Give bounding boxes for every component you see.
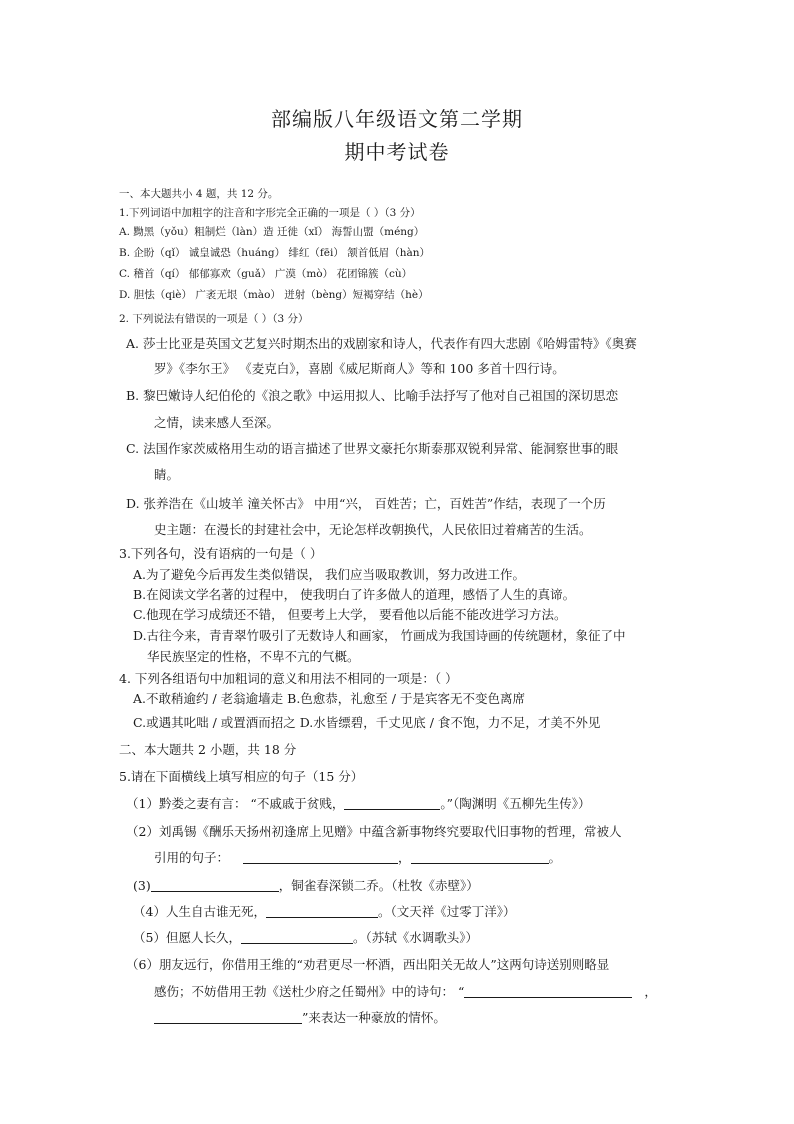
q2-stem: 2. 下列说法有错误的一项是（ ）（3 分） bbox=[119, 313, 309, 325]
q3-option-b: B.在阅读文学名著的过程中， 使我明白了许多做人的道理，感悟了人生的真谛。 bbox=[133, 587, 576, 602]
q2-option-c-line2: 睛。 bbox=[154, 467, 180, 482]
q2-option-a-line2: 罗》《李尔王》 《麦克白》，喜剧《威尼斯商人》等和 100 多首十四行诗。 bbox=[154, 361, 565, 376]
q5-item-4-prompt: （4）人生自古谁无死， bbox=[133, 904, 266, 919]
answer-blank[interactable] bbox=[241, 931, 353, 944]
answer-blank[interactable] bbox=[344, 797, 440, 810]
q5-item-5 bbox=[133, 928, 478, 946]
q5-item-2-end: 。 bbox=[548, 850, 562, 865]
q5-item-1 bbox=[126, 794, 590, 812]
q1-option-d: D. 胆怯（qiè） 广袤无垠（mào） 迸射（bèng）短褐穿结（hè） bbox=[119, 289, 429, 301]
answer-blank[interactable] bbox=[411, 851, 549, 864]
answer-blank[interactable] bbox=[154, 1011, 302, 1024]
q5-item-6-line1: （6）朋友远行，你借用王维的“劝君更尽一杯酒，西出阳关无故人”这两句诗送别则略显 bbox=[126, 957, 610, 972]
q5-item-3-source: ，铜雀春深锁二乔。（杜牧《赤壁》） bbox=[278, 878, 479, 893]
q5-item-6-closing: ”来表达一种豪放的情怀。 bbox=[302, 1010, 446, 1025]
q3-option-c: C.他现在学习成绩还不错， 但要考上大学， 要看他以后能不能改进学习方法。 bbox=[133, 607, 567, 622]
title-line-1: 部编版八年级语文第二学期 bbox=[271, 107, 523, 131]
q1-option-b: B. 企盼（qǐ） 诚皇诚恐（huáng） 绯红（fēi） 颔首低眉（hàn） bbox=[119, 247, 430, 259]
q5-item-1-prompt: （1）黔娄之妻有言： “不戚戚于贫贱， bbox=[126, 796, 345, 811]
q5-item-2-separator: ， bbox=[398, 850, 411, 865]
q5-item-4-source: 。（文天祥《过零丁洋》） bbox=[377, 904, 516, 919]
q5-item-2-line1: （2）刘禹锡《酬乐天扬州初逢席上见赠》中蕴含新事物终究要取代旧事物的哲理，常被人 bbox=[126, 824, 622, 839]
q5-item-6-line2 bbox=[154, 982, 657, 1000]
q4-stem: 4. 下列各组语句中加粗词的意义和用法不相同的一项是：（ ） bbox=[119, 671, 458, 686]
q1-stem: 1.下列词语中加粗字的注音和字形完全正确的一项是（ ）（3 分） bbox=[119, 207, 421, 219]
answer-blank[interactable] bbox=[151, 879, 279, 892]
q3-option-d-line2: 华民族坚定的性格，不卑不亢的气概。 bbox=[147, 649, 360, 664]
q5-stem: 5.请在下面横线上填写相应的句子（15 分） bbox=[119, 769, 364, 784]
q5-item-1-source: 。”（陶渊明《五柳先生传》） bbox=[440, 796, 591, 811]
title-line-2: 期中考试卷 bbox=[344, 140, 450, 164]
section1-heading: 一、本大题共小 4 题，共 12 分。 bbox=[119, 188, 279, 200]
q5-item-2-line2 bbox=[154, 848, 561, 866]
q2-option-b-line2: 之情，读来感人至深。 bbox=[154, 415, 280, 430]
q5-item-3-number: (3) bbox=[133, 878, 151, 893]
q5-item-2-prompt: 引用的句子： bbox=[154, 850, 230, 865]
section2-heading: 二、本大题共 2 小题，共 18 分 bbox=[119, 742, 297, 757]
q5-item-5-prompt: （5）但愿人长久， bbox=[133, 930, 241, 945]
answer-blank[interactable] bbox=[464, 985, 632, 998]
q2-option-d-line1: D. 张养浩在《山坡羊 潼关怀古》 中用“兴， 百姓苦；亡，百姓苦”作结，表现了一个历 bbox=[126, 496, 606, 511]
answer-blank[interactable] bbox=[266, 905, 378, 918]
q1-option-c: C. 稽首（qí） 郁郁寡欢（guǎ） 广漠（mò） 花团锦簇（cù） bbox=[119, 268, 413, 280]
q2-option-c-line1: C. 法国作家茨威格用生动的语言描述了世界文豪托尔斯泰那双锐利异常、能洞察世事的眼 bbox=[126, 441, 619, 456]
q5-item-5-source: 。（苏轼《水调歌头》） bbox=[352, 930, 478, 945]
q2-option-a-line1: A. 莎士比亚是英国文艺复兴时期杰出的戏剧家和诗人，代表作有四大悲剧《哈姆雷特》《奥赛 bbox=[126, 336, 637, 351]
q5-item-3 bbox=[133, 876, 479, 894]
q5-item-6-line3 bbox=[154, 1008, 446, 1026]
q1-option-a: A. 黝黑（yǒu）粗制烂（làn）造 迁徙（xǐ） 海誓山盟（méng） bbox=[119, 226, 425, 238]
q5-item-6-prompt: 感伤；不妨借用王勃《送杜少府之任蜀州》中的诗句： “ bbox=[154, 984, 465, 999]
q5-item-4 bbox=[133, 902, 515, 920]
q3-option-a: A.为了避免今后再发生类似错误， 我们应当吸取教训，努力改进工作。 bbox=[133, 567, 525, 582]
q2-option-d-line2: 史主题：在漫长的封建社会中，无论怎样改朝换代，人民依旧过着痛苦的生活。 bbox=[154, 522, 592, 537]
q4-options-ab: A.不敢稍逾约 / 老翁逾墙走 B.色愈恭，礼愈至 / 于是宾客无不变色离席 bbox=[133, 691, 525, 706]
answer-blank[interactable] bbox=[243, 851, 398, 864]
q3-option-d-line1: D.古往今来，青青翠竹吸引了无数诗人和画家， 竹画成为我国诗画的传统题材，象征了中 bbox=[133, 628, 626, 643]
q2-option-b-line1: B. 黎巴嫩诗人纪伯伦的《浪之歌》中运用拟人、比喻手法抒写了他对自己祖国的深切思恋 bbox=[126, 388, 619, 403]
q5-item-6-separator: ， bbox=[644, 984, 657, 999]
q4-options-cd: C.或遇其叱咄 / 或置酒而招之 D.水皆缥碧，千丈见底 / 食不饱，力不足，才美不外见 bbox=[133, 715, 601, 730]
q3-stem: 3.下列各句，没有语病的一句是（ ） bbox=[119, 546, 323, 561]
